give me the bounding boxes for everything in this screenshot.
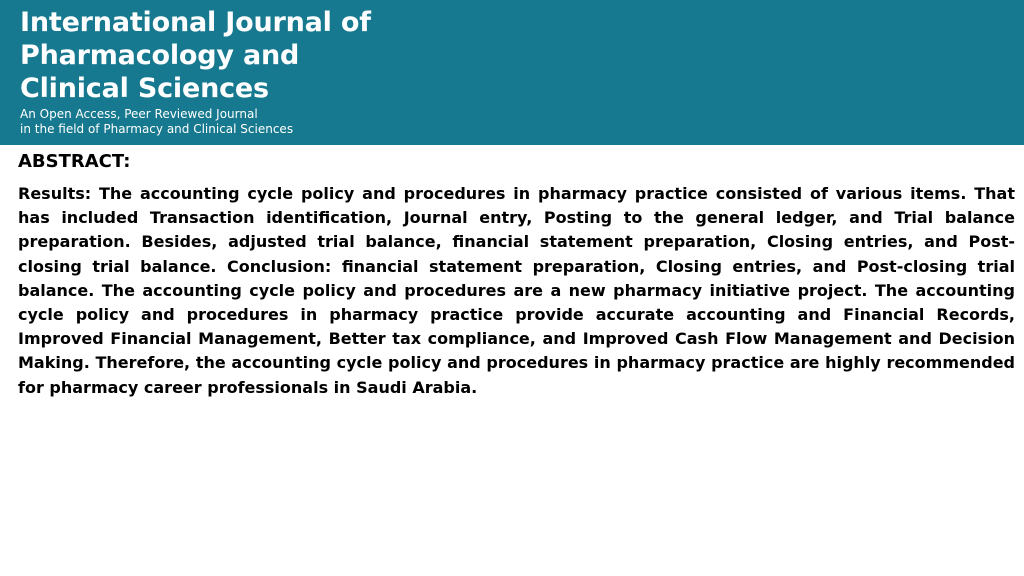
abstract-section xyxy=(18,150,1015,400)
journal-tagline xyxy=(20,107,293,137)
abstract-body xyxy=(18,182,1015,400)
results-label: Results: xyxy=(18,184,92,203)
journal-title-line: Pharmacology and xyxy=(20,40,300,71)
conclusion-text: financial statement preparation, Closing entries, and Post-closing trial balance. The accounting cycle policy and procedures are a new pharmacy initiative project. The accounting cycle policy and procedures in pharmacy practice provide accurate accounting and Financial Records, Improved Financial Management, Better tax compliance, and Improved Cash Flow Management and Decision Making. Therefore, the accounting cycle policy and procedures in pharmacy practice are highly recommended for pharmacy career professionals in Saudi Arabia. xyxy=(18,256,1015,397)
journal-title-line: International Journal of xyxy=(20,7,371,38)
results-text: The accounting cycle policy and procedures in pharmacy practice consisted of various items. That has included Transaction identification, Journal entry, Posting to the general ledger, and Trial balance preparation. Besides, adjusted trial balance, financial statement preparation, Closing entries, and Post-closing trial balance. xyxy=(18,184,1015,276)
conclusion-label: Conclusion: xyxy=(227,256,332,276)
abstract-heading: ABSTRACT: xyxy=(18,151,131,172)
journal-title xyxy=(20,6,371,105)
journal-tagline-line: An Open Access, Peer Reviewed Journal xyxy=(20,107,258,121)
journal-title-line: Clinical Sciences xyxy=(20,73,269,104)
journal-header-banner xyxy=(0,0,1024,145)
journal-tagline-line: in the field of Pharmacy and Clinical Sciences xyxy=(20,122,294,136)
